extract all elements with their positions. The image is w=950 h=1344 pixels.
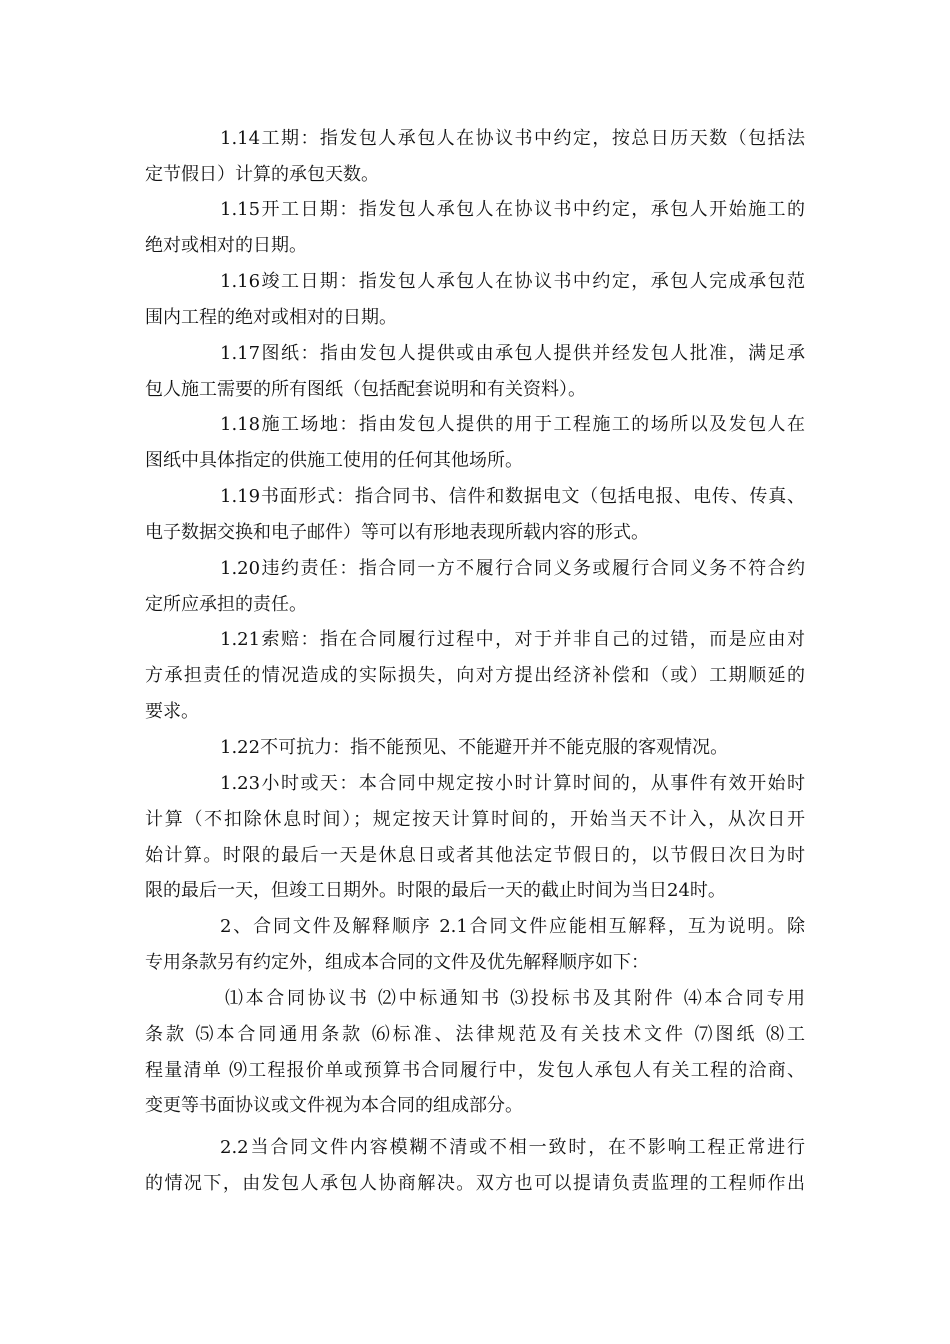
text-line: 1.18施工场地：指由发包人提供的用于工程施工的场所以及发包人在 (220, 414, 805, 435)
text-line: 图纸中具体指定的供施工使用的任何其他场所。 (145, 450, 523, 471)
text-line: 计算（不扣除休息时间）；规定按天计算时间的，开始当天不计入，从次日开 (145, 809, 805, 830)
text-line: 绝对或相对的日期。 (145, 235, 307, 256)
text-line: 1.22不可抗力：指不能预见、不能避开并不能克服的客观情况。 (220, 737, 729, 758)
text-line: 条款 ⑸本合同通用条款 ⑹标准、法律规范及有关技术文件 ⑺图纸 ⑻工 (145, 1024, 805, 1045)
text-line: 1.21索赔：指在合同履行过程中，对于并非自己的过错，而是应由对 (220, 629, 805, 650)
text-line: 1.15开工日期：指发包人承包人在协议书中约定，承包人开始施工的 (220, 199, 805, 220)
text-line: 专用条款另有约定外，组成本合同的文件及优先解释顺序如下： (145, 952, 649, 973)
text-line: ⑴本合同协议书 ⑵中标通知书 ⑶投标书及其附件 ⑷本合同专用 (225, 988, 805, 1009)
text-line: 1.16竣工日期：指发包人承包人在协议书中约定，承包人完成承包范 (220, 271, 805, 292)
text-line: 变更等书面协议或文件视为本合同的组成部分。 (145, 1095, 523, 1116)
text-line: 电子数据交换和电子邮件）等可以有形地表现所载内容的形式。 (145, 522, 649, 543)
text-line: 程量清单 ⑼工程报价单或预算书合同履行中，发包人承包人有关工程的洽商、 (145, 1060, 805, 1081)
text-line: 包人施工需要的所有图纸（包括配套说明和有关资料）。 (145, 379, 586, 400)
text-line: 2.2当合同文件内容模糊不清或不相一致时，在不影响工程正常进行 (220, 1137, 805, 1158)
text-line: 的情况下，由发包人承包人协商解决。双方也可以提请负责监理的工程师作出 (145, 1173, 805, 1194)
text-line: 1.20违约责任：指合同一方不履行合同义务或履行合同义务不符合约 (220, 558, 805, 579)
text-line: 围内工程的绝对或相对的日期。 (145, 307, 397, 328)
text-line: 要求。 (145, 701, 199, 722)
text-line: 1.14工期：指发包人承包人在协议书中约定，按总日历天数（包括法 (220, 128, 805, 149)
text-line: 始计算。时限的最后一天是休息日或者其他法定节假日的，以节假日次日为时 (145, 845, 805, 866)
text-line: 1.23小时或天：本合同中规定按小时计算时间的，从事件有效开始时 (220, 773, 805, 794)
text-line: 2、合同文件及解释顺序 2.1合同文件应能相互解释，互为说明。除 (220, 916, 805, 937)
text-line: 1.19书面形式：指合同书、信件和数据电文（包括电报、电传、传真、 (220, 486, 805, 507)
text-line: 限的最后一天，但竣工日期外。时限的最后一天的截止时间为当日24时。 (145, 880, 726, 901)
text-line: 方承担责任的情况造成的实际损失，向对方提出经济补偿和（或）工期顺延的 (145, 665, 805, 686)
text-line: 定节假日）计算的承包天数。 (145, 164, 379, 185)
text-line: 定所应承担的责任。 (145, 594, 307, 615)
text-line: 1.17图纸：指由发包人提供或由承包人提供并经发包人批准，满足承 (220, 343, 805, 364)
